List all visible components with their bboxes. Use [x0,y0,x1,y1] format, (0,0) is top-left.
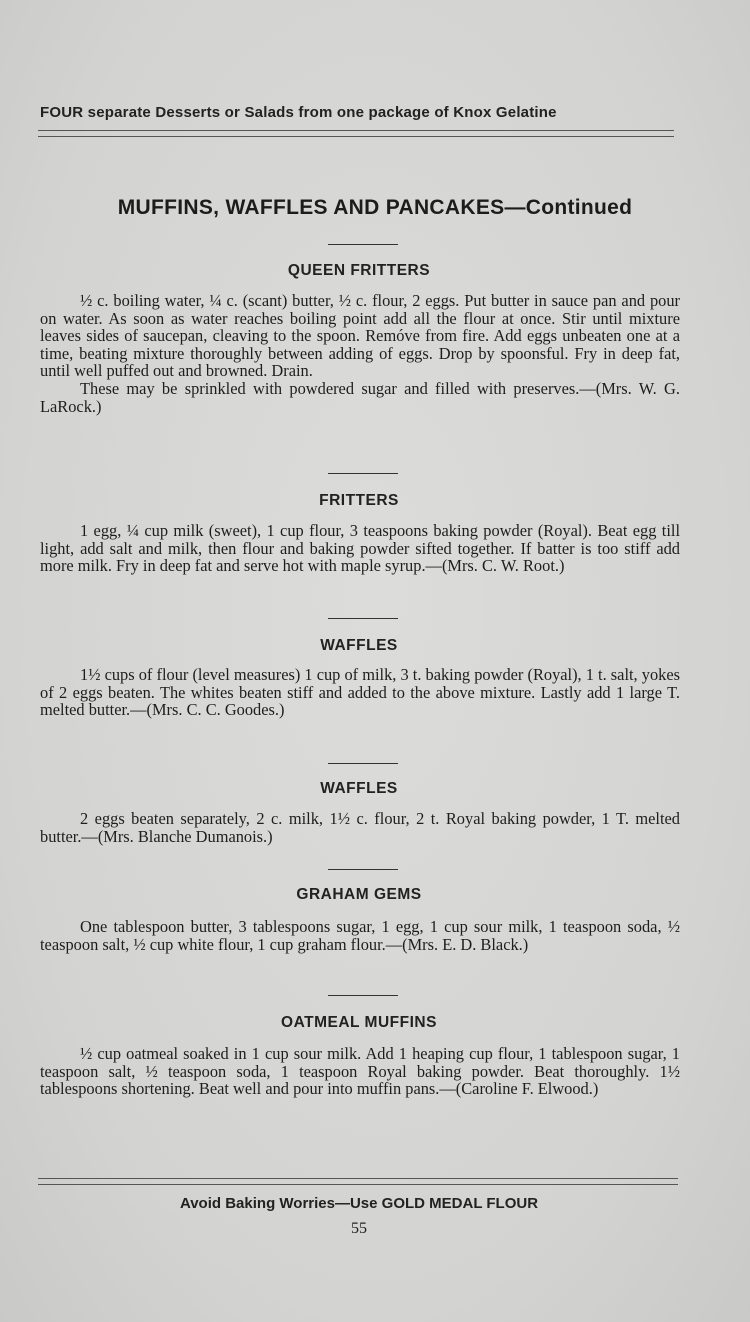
recipe-title-oatmeal-muffins: OATMEAL MUFFINS [281,1014,437,1031]
header-double-rule [38,130,674,137]
divider-rule [328,763,398,764]
divider-rule [328,244,398,245]
recipe-paragraph: 2 eggs beaten separately, 2 c. milk, 1½ c. flour, 2 t. Royal baking powder, 1 T. melted butter.—(Mrs. Blanche Dumanois.) [40,809,680,846]
recipe-paragraph: ½ cup oatmeal soaked in 1 cup sour milk. Add 1 heaping cup flour, 1 tablespoon sugar, 1 teaspoon salt, ½ teaspoon soda, 1 teaspoon Royal baking powder. Beat thoroughly. 1½ tablespoons shortening. Beat well and pour into muffin pans.—(Caroline F. Elwood.) [40,1044,680,1099]
recipe-paragraph: These may be sprinkled with powdered sugar and filled with preserves.—(Mrs. W. G. LaRock.) [40,378,680,416]
recipe-body-fritters [40,522,680,575]
recipe-paragraph: 1 egg, ¼ cup milk (sweet), 1 cup flour, 3 teaspoons baking powder (Royal). Beat egg till light, add salt and milk, then flour and baking powder sifted together. If batter is too stiff add more milk. Fry in deep fat and serve hot with maple syrup.—(Mrs. C. W. Root.) [40,521,680,576]
recipe-title-waffles: WAFFLES [320,637,398,654]
divider-rule [328,618,398,619]
recipe-title-fritters: FRITTERS [319,492,399,509]
running-header: FOUR separate Desserts or Salads from one package of Knox Gelatine [40,104,557,121]
recipe-title-waffles-2: WAFFLES [320,780,398,797]
recipe-title-queen-fritters: QUEEN FRITTERS [287,262,431,279]
footer-double-rule [38,1178,678,1185]
footer-slogan: Avoid Baking Worries—Use GOLD MEDAL FLOUR [179,1195,539,1212]
divider-rule [328,473,398,474]
recipe-paragraph: 1½ cups of flour (level measures) 1 cup of milk, 3 t. baking powder (Royal), 1 t. salt, yokes of 2 eggs beaten. The whites beaten stiff and added to the above mixture. Lastly add 1 large T. melted butter.—(Mrs. C. C. Goodes.) [40,665,680,720]
recipe-body-oatmeal-muffins [40,1045,680,1098]
recipe-paragraph: One tablespoon butter, 3 tablespoons sugar, 1 egg, 1 cup sour milk, 1 teaspoon soda, ½ teaspoon salt, ½ cup white flour, 1 cup graham flour.—(Mrs. E. D. Black.) [40,917,680,954]
recipe-title-graham-gems: GRAHAM GEMS [296,886,422,903]
recipe-body-waffles [40,666,680,719]
recipe-body-waffles-2 [40,810,680,845]
recipe-body-graham-gems [40,918,680,953]
divider-rule [328,869,398,870]
page-number: 55 [351,1220,367,1237]
divider-rule [328,995,398,996]
recipe-paragraph: ½ c. boiling water, ¼ c. (scant) butter, ½ c. flour, 2 eggs. Put butter in sauce pan and pour on water. As soon as water reaches boiling point add all the flour at once. Stir until mixture leaves sides of saucepan, cleaving to the spoon. Remóve from fire. Add eggs unbeaten one at a time, beating mixture thoroughly between adding of eggs. Drop by spoonsful. Fry in deep fat, until well puffed out and browned. Drain. [40,291,680,381]
section-title: MUFFINS, WAFFLES AND PANCAKES—Continued [117,196,633,219]
recipe-body-queen-fritters [40,292,680,415]
